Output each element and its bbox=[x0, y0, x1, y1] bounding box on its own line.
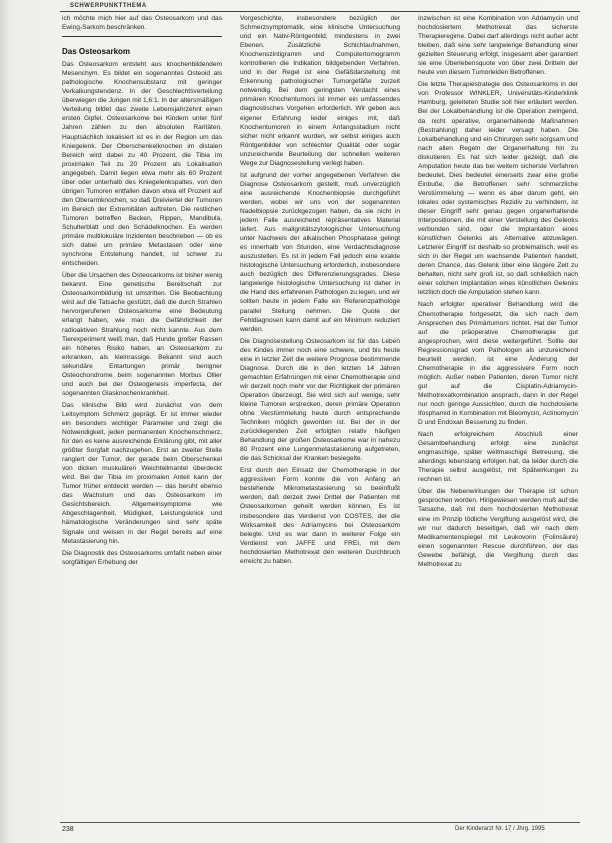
page-number: 238 bbox=[62, 826, 74, 833]
column-1 bbox=[62, 14, 222, 570]
column-2 bbox=[240, 14, 400, 569]
paragraph: Über die Nebenwirkungen der Therapie ist schon gesprochen worden. Hingewiesen werden muß auf die Tatsache, daß mit dem hochdosierten Methotrexat eine im Prinzip tödliche Vergiftung ausgelöst wird, die wir nur dadurch beseitigen, daß wir nach dem Medikamentenspiegel mit Leukovorin (Folinsäure) einen sogenannten Rescue durchführen, der das Gewebe befähigt, die Vergiftung durch das Methotrexat zu bbox=[418, 488, 578, 568]
section-title: Das Osteosarkom bbox=[62, 47, 131, 57]
column-3 bbox=[418, 14, 578, 572]
header-rule bbox=[60, 11, 580, 12]
paragraph: Die Diagnosestellung Osteosarkom ist für das Leben des Kindes immer noch eine schwere, und bis heute eine in letzter Zeit die weitere Prognose bestimmende Diagnose. Durch die in den letzten 14 Jahren gemachten Erfahrungen mit einer Chemotherapie sind wir derzeit noch mehr vor der Richtigkeit der primären Operation überzeugt. Sie wird sich auf wenige, sehr kleine Tumoren erstrecken, deren primäre Operation ohne Verstümmelung heute durch entsprechende Techniken möglich geworden ist. Bei der in der zurückliegenden Zeit erfolgten relativ häufigen Behandlung der großen Osteosarkome war in nahezu 80 Prozent eine Lungenmetastasierung aufgetreten, die das Schicksal der Kranken besiegelte. bbox=[240, 337, 400, 463]
running-head: SCHWERPUNKTTHEMA bbox=[70, 3, 147, 9]
paragraph: Erst durch den Einsatz der Chemotherapie in der aggressiven Form konnte die von Anfang an bestehende Mikrometastasierung so beeinflußt werden, daß derzeit zwei Drittel der Patienten mit Osteosarkomen geheilt werden können. Es ist insbesondere das Verdienst von COSTES, der die Wirksamkeit des Adriamycins bei Osteosarkom belegte. Und es war dann in weiterer Folge ein Verdienst von JAFFE und FREI, mit dem hochdosierten Methotrexat den weiteren Durchbruch erreicht zu haben. bbox=[240, 467, 400, 565]
paragraph: Nach erfolgter operativer Behandlung wird die Chemotherapie fortgesetzt, die sich nach dem Ansprechen des Primärtumors richtet. Hat der Tumor auf die präoperative Chemotherapie gut angesprochen, wird diese weitergeführt. Sollte der Regressionsgrad vom Pathologen als unzureichend beurteilt werden, ist eine Änderung der Chemotherapie in die aggressivere Form noch möglich. Außer neben Patienten, deren Tumor nicht gut auf die Cisplatin-Adriamycin-Methotrexatkombination ansprach, dann in der Regel nur noch geringe Aussichten, durch die hochdosierte Ifosphamid in Kombination mit Bleomycin, Actinomycin D und Endoxan Besserung zu finden. bbox=[418, 301, 578, 427]
paragraph: Vorgeschichte, insbesondere bezüglich der Schmerzsymptomatik, eine klinische Untersuchung und ein Nativ-Röntgenbild, mindestens in zwei Ebenen. Zusätzliche Schichtaufnahmen, Knochenszintigramm und Computertomogramm kontrollieren die Indikation bildgebenden Verfahren, und in der Regel ist eine Gefäßdarstellung mit Erkennung pathologischer Tumorgefäße zurzeit notwendig. Bei dem geringsten Verdacht eines primären Knochentumors ist immer ein umfassendes diagnostisches Vorgehen erforderlich. Wir geben aus eigener Erfahrung leider einiges mit, daß Knochentumoren in einem Anfangsstadium nicht sicher nicht erkannt wurden, wir selbst einiges auch Röntgenbilder von schlechter Qualität oder sogar unzureichende Beurteilung der schnellen weiteren Wege zur Diagnosestellung verlegt haben. bbox=[240, 15, 400, 167]
journal-reference: Der Kinderarzt Nr. 17 / Jhrg. 1995 bbox=[455, 826, 545, 832]
paragraph: Nach erfolgreichem Abschluß einer Gesamtbehandlung erfolgt eine zunächst engmaschige, später weitmaschige Betreuung, die allerdings lebenslang erfolgen hat, da leider durch die Therapie selbst ausgelöst, mit Spätwirkungen zu rechnen ist. bbox=[418, 431, 578, 484]
paragraph: Die letzte Therapiestrategie des Osteosarkoms in der von Professor WINKLER, Universitäts-Kinderklinik Hamburg, geleiteten Studie soll hier erläutert werden. Bei der Lokalbehandlung ist die Operation zwingend, da nicht operative, organerhaltende Maßnahmen (Bestrahlung) daher leider versagt haben. Die Lokalbehandlung und ein Chirurgen sehr sorgsam und nach allen Regeln der Organerhaltung hin zu diskutieren. Es hat sich leider gezeigt, daß die Amputation heute das bei weitem sicherste Verfahren bedeutet. Dies bedeutet einerseits zwar eine große Einbuße, die Betroffenen sehr schmerzliche Verstümmelung — wenn es aber darum geht, ein lokales oder systemisches Rezidiv zu verhindern, ist dieser Eingriff sehr genau gegen organerhaltende Interpositionen, die mit einer Verstellung des Gelenks verbunden sind, oder die Implantation eines künstlichen Gelenks als Alternative abzuwägen. Letzterer Eingriff ist deshalb so problematisch, weil es sich in der Regel um wachsende Patienten handelt, deren Chance, das Gelenk über eine längere Zeit zu behalten, nicht sehr groß ist, so daß schließlich nach einer solchen Implantation eines künstlichen Gelenks letztlich doch die Amputation stehen kann. bbox=[418, 81, 578, 297]
paragraph: Inzwischen ist eine Kombination von Adriamycin und hochdosiertem Methotrexat das sicherste Therapieregime. Dabei darf allerdings nicht außer acht bleiben, daß eine sehr langwierige Behandlung einer gezielten Steuerung erfolgt, insgesamt aber garantiert sie eine Überlebensquote von über zwei Dritteln der heute von diesem Tumorleiden Betroffenen. bbox=[418, 15, 578, 77]
section-rule bbox=[62, 36, 222, 37]
paragraph: Das Osteosarkom entsteht aus knochenbildendem Mesenchym. Es bildet ein sogenanntes Osteoid als pathologische Knochensubstanz mit geringer Verkalkungstendenz. In der Geschlechtsverteilung überwiegen die Jungen mit 1,6:1. In der altersmäßigen Verteilung bildet das zweite Lebensjahrzehnt einen ersten Gipfel. Osteosarkome bei Kindern unter fünf Jahren zählen zu den absoluten Raritäten. Hauptsächlich lokalisiert ist es in der Region um das Kniegelenk. Der Oberschenkelknochen im distalen Bereich wird dabei zu 40 Prozent, die Tibia im proximalen Teil zu 20 Prozent als Lokalisation angegeben. Damit liegen etwa mehr als 60 Prozent über oder unterhalb des Kniegelenkspaltes, von den übrigen Tumoren entfallen davon etwa elf Prozent auf den Oberarmknochen, so daß Dreiviertel der Tumoren im Bereich der Extremitäten auftreten. Die restlichen Tumoren betreffen Becken, Rippen, Mandibula, Schulterblatt und den Schädelknochen. Es werden primäre multilokuläre Inzidenten beschrieben — ob es sich dabei um primäre Metastasen oder eine synchrone Entstehung handelt, ist schwer zu entscheiden. bbox=[62, 61, 222, 268]
intro-paragraph: ich möchte mich hier auf das Osteosarkom und das Ewing-Sarkom beschränken. bbox=[62, 15, 222, 32]
footer-rule bbox=[60, 822, 580, 823]
paragraph: Die Diagnostik des Osteosarkoms umfaßt neben einer sorgfältigen Erhebung der bbox=[62, 549, 222, 566]
paragraph: Über die Ursachen des Osteosarkoms ist bisher wenig bekannt. Eine genetische Bereitschaft zur Osteosarkombildung ist umstritten. Die Beobachtung wird auf die Tatsache gestützt, daß die durch Strahlen hervorgerufenen Osteosarkome eine Bedeutung erlangt haben, wie man die Gefährlichkeit der radioaktiven Strahlung noch nicht kannte. Aus dem Tierexperiment weiß man, daß Hunde großer Rassen ein höheres Risiko haben, an Osteosarkom zu erkranken, als kleinrassige. Bekannt sind auch sekundäre Entartungen primär benigner Osteochondrome beim sogenannten Morbus Ollier und auch bei der Osteogenesis imperfecta, der sogenannten Glasknochenkrankheit. bbox=[62, 272, 222, 397]
paragraph: Das klinische Bild wird zunächst von dem Leitsymptom Schmerz geprägt. Er ist immer wieder ein besonders wichtiger Parameter und zeigt die Notwendigkeit, jeden permanenten Knochenschmerz, für den es keine ausreichende Erklärung gibt, mit aller größter Sorgfalt nachzugehen. Erst an zweiter Stelle rangiert der Tumor, der gerade beim Oberschenkel von dicken muskulären Weichteilmantel überdeckt wird. Bei der Tibia im proximalen Anteil kann der Tumor früher entdeckt werden — das beruht ebenso das Wachstum und das Osteosarkom im Gesichtsbereich. Allgemeinsymptome wie Abgeschlagenheit, Müdigkeit, Leistungsknick und hämatologische Veränderungen sind sehr späte Signale und weisen in der Regel bereits auf eine Metastasierung hin. bbox=[62, 401, 222, 545]
paragraph: Ist aufgrund der vorher angegebenen Verfahren die Diagnose Osteosarkom gestellt, muß unverzüglich eine ausreichende Knochenbiopsie durchgeführt werden, wobei wir uns von der sogenannten Nadelbiopsie zurückgezogen haben, da sie nicht in jedem Falle ausreichend repräsentatives Material liefert. Aus malignitätszytologischer Untersuchung unter Nachweis der alkalischen Phosphatase gelingt es innerhalb von Stunden, eine Verdachtsdiagnose auszustellen. Es ist in jedem Fall jedoch eine exakte histologische Untersuchung erforderlich, insbesondere auch bezüglich des Differenzierungsgrades. Diese langwierige histologische Untersuchung ist daher in die Hand des erfahrenen Pathologen zu legen, und wir sollten heute in jedem Falle ein Referenzpathologe parallel Stellung nehmen. Die Quote der Fehldiagnosen kann damit auf ein Minimum reduziert werden. bbox=[240, 171, 400, 333]
